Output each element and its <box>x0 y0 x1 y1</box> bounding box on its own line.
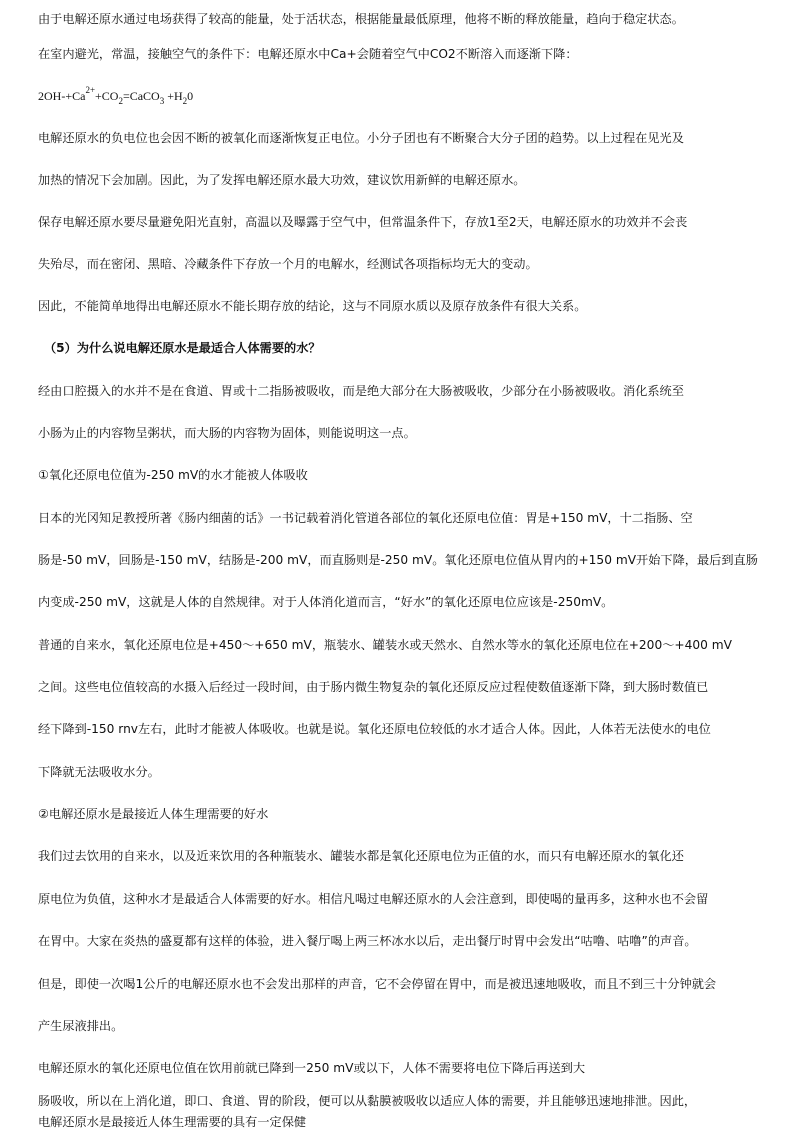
paragraph-tap-water-line2: 之间。这些电位值较高的水摄入后经过一段时间，由于肠内微生物复杂的氧化还原反应过程使数值逐渐下降，到大肠时数值已 <box>38 680 709 694</box>
section-heading: （5）为什么说电解还原水是最适合人体需要的水？ <box>44 341 321 355</box>
paragraph-digestive-orp-line1: 日本的光冈知足教授所著《肠内细菌的话》一书记载着消化管道各部位的氧化还原电位值：胃是+150 mV，十二指肠、空 <box>38 511 693 525</box>
formula-part: 2OH-+Ca <box>38 89 86 103</box>
paragraph-digestive-orp-line2: 肠是-50 mV，回肠是-150 mV，结肠是-200 mV，而直肠则是-250 mV。氧化还原电位值从胃内的+150 mV开始下降，最后到直肠 <box>38 553 758 567</box>
paragraph-final-line1: 电解还原水的氧化还原电位值在饮用前就已降到一250 mV或以下，人体不需要将电位下降后再送到大 <box>38 1061 586 1075</box>
formula-part: +CO <box>95 89 119 103</box>
subheading-best-water: ②电解还原水是最接近人体生理需要的好水 <box>38 807 269 821</box>
paragraph-experience-line4: 但是，即使一次喝1公斤的电解还原水也不会发出那样的声音，它不会停留在胃中，而是被迅速地吸收，而且不到三十分钟就会 <box>38 977 717 991</box>
formula-superscript: 2+ <box>85 85 96 95</box>
formula-subscript: 2 <box>182 96 188 106</box>
paragraph-experience-line1: 我们过去饮用的自来水，以及近来饮用的各种瓶装水、罐装水都是氧化还原电位为正值的水，而只有电解还原水的氧化还 <box>38 849 684 863</box>
paragraph-digestive-orp-line3: 内变成-250 mV，这就是人体的自然规律。对于人体消化道而言，“好水”的氧化还原电位应该是-250mV。 <box>38 595 614 609</box>
formula-part: =CaCO <box>122 89 160 103</box>
paragraph-storage-line1: 保存电解还原水要尽量避免阳光直射，高温以及曝露于空气中，但常温条件下，存放1至2天，电解还原水的功效并不会丧 <box>38 215 688 229</box>
paragraph-storage-line2: 失殆尽，而在密闭、黑暗、冷藏条件下存放一个月的电解水，经测试各项指标均无大的变动。 <box>38 257 538 271</box>
paragraph-tap-water-line4: 下降就无法吸收水分。 <box>38 765 160 779</box>
paragraph-negative-potential-line1: 电解还原水的负电位也会因不断的被氧化而逐渐恢复正电位。小分子团也有不断聚合大分子团的趋势。以上过程在见光及 <box>38 131 684 145</box>
paragraph-conclusion: 因此，不能简单地得出电解还原水不能长期存放的结论，这与不同原水质以及原存放条件有很大关系。 <box>38 299 587 313</box>
paragraph-energy: 由于电解还原水通过电场获得了较高的能量，处于活状态，根据能量最低原理，他将不断的释放能量，趋向于稳定状态。 <box>38 12 684 26</box>
formula-part: 0 <box>187 89 194 103</box>
chemical-formula <box>38 85 194 106</box>
paragraph-experience-line2: 原电位为负值，这种水才是最适合人体需要的好水。相信凡喝过电解还原水的人会注意到，即使喝的量再多，这种水也不会留 <box>38 892 709 906</box>
subheading-orp-value: ①氧化还原电位值为-250 mV的水才能被人体吸收 <box>38 468 308 482</box>
paragraph-final-line2: 肠吸收，所以在上消化道，即口、食道、胃的阶段，便可以从黏膜被吸收以适应人体的需要，并且能够迅速地排泄。因此， <box>38 1094 697 1108</box>
paragraph-final-line3: 电解还原水是最接近人体生理需要的具有一定保健 <box>38 1115 307 1129</box>
formula-subscript: 3 <box>159 96 165 106</box>
formula-subscript: 2 <box>118 96 123 106</box>
paragraph-absorption-line1: 经由口腔摄入的水并不是在食道、胃或十二指肠被吸收，而是绝大部分在大肠被吸收，少部分在小肠被吸收。消化系统至 <box>38 384 684 398</box>
paragraph-tap-water-line3: 经下降到-150 rnv左右，此时才能被人体吸收。也就是说。氧化还原电位较低的水才适合人体。因此，人体若无法使水的电位 <box>38 722 711 736</box>
paragraph-experience-line3: 在胃中。大家在炎热的盛夏都有这样的体验，进入餐厅喝上两三杯冰水以后，走出餐厅时胃中会发出“咕噜、咕噜”的声音。 <box>38 934 697 948</box>
paragraph-tap-water-line1: 普通的自来水，氧化还原电位是+450～+650 mV，瓶装水、罐装水或天然水、自然水等水的氧化还原电位在+200～+400 mV <box>38 638 732 652</box>
formula-part: +H <box>164 89 183 103</box>
paragraph-experience-line5: 产生尿液排出。 <box>38 1019 124 1033</box>
paragraph-absorption-line2: 小肠为止的内容物呈粥状，而大肠的内容物为固体，则能说明这一点。 <box>38 426 416 440</box>
paragraph-negative-potential-line2: 加热的情况下会加剧。因此，为了发挥电解还原水最大功效，建议饮用新鲜的电解还原水。 <box>38 173 526 187</box>
paragraph-indoor-conditions: 在室内避光，常温，接触空气的条件下：电解还原水中Ca+会随着空气中CO2不断溶入而逐渐下降： <box>38 47 578 61</box>
